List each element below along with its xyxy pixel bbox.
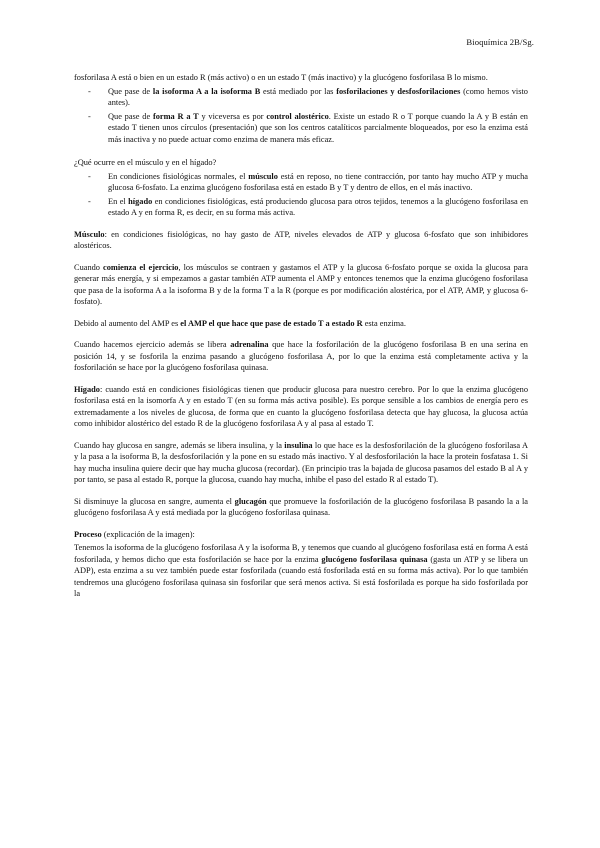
insulin-paragraph: Cuando hay glucosa en sangre, además se libera insulina, y la insulina lo que hace es la desfosforilación de la glucógeno fosforilasa A y la pasa a la isoforma B, la desfosforilación y la pone en su estado más inactivo. Y al desfosforilación la hace la protein fosfatasa 1. Si hay mucha insulina quiere decir que hay mucha glucosa (recordar). (En principio tras la bajada de glucosa pasamos del estado B al A y por tanto, se pasa al estado R, porque la glucosa, cuando hay mucha, inhibe el paso del estado R al estado T).: [74, 440, 528, 484]
question-heading: ¿Qué ocurre en el músculo y en el hígado?: [74, 158, 217, 167]
glucagon-paragraph: Si disminuye la glucosa en sangre, aumenta el glucagón que promueve la fosforilación de la glucógeno fosforilasa B pasando la a la glucógeno fosforilasa A y está mediada por la glucógeno fosforilasa quinasa.: [74, 496, 528, 517]
list-item: - En el hígado en condiciones fisiológicas, está produciendo glucosa para otros tejidos, tenemos a la glucógeno fosforilasa en estado A y en forma R, es decir, en su forma más activa.: [88, 196, 529, 217]
list-item: - Que pase de forma R a T y viceversa es por control alostérico. Existe un estado R o T porque cuando la A y B están en estado T tienen unos círculos (presentación) que son los centros catalíticos parcialmente bloqueados, por eso la enzima está más inactiva y no puede actuar como enzima de manera más eficaz.: [88, 111, 528, 144]
muscle-paragraph: Músculo: en condiciones fisiológicas, no hay gasto de ATP, niveles elevados de ATP y glucosa 6-fosfato que son inhibidores alostéricos.: [74, 229, 528, 250]
intro-paragraph: fosforilasa A está o bien en un estado R (más activo) o en un estado T (más inactivo) y la glucógeno fosforilasa B lo mismo.: [74, 73, 488, 82]
page-header: Bioquímica 2B/Sg.: [466, 37, 534, 47]
liver-paragraph: Hígado: cuando está en condiciones fisiológicas tienen que producir glucosa para nuestro cerebro. Por lo que la enzima glucógeno fosforilasa está en la isomorfa A y en estado T (en su forma más activa posible). Es porque sensible a los cambios de energía pero es extremadamente a los niveles de glucosa, de forma que en cuanto la glucógeno fosforilasa detecta que hay glucosa, la glucosa actúa como inhibidor alostérico del estado R de la glucógeno fosforilasa A y al pasa al estado T.: [74, 384, 528, 428]
list-item: - Que pase de la isoforma A a la isoforma B está mediado por las fosforilaciones y desfosforilaciones (como hemos visto antes).: [88, 86, 528, 107]
isoform-list: [74, 86, 528, 146]
amp-paragraph: Debido al aumento del AMP es el AMP el que hace que pase de estado T a estado R esta enzima.: [74, 318, 406, 328]
process-paragraph: Tenemos la isoforma de la glucógeno fosforilasa A y la isoforma B, y tenemos que cuando al glucógeno fosforilasa está en forma A está fosforilada, y hemos dicho que esta fosforilación se hace por la enzima glucógeno fosforilasa quinasa (gasta un ATP y se libera un ADP), esta enzima a su vez también puede estar fosforilada (cuando está fosforilada está en su forma más activa). Por lo que también tendremos una glucógeno fosforilasa quinasa sin fosforilar que será menos activa. Si está fosforilada es porque ha sido fosforilada por la: [74, 543, 528, 598]
document-body: [74, 72, 528, 610]
exercise-paragraph: Cuando comienza el ejercicio, los músculos se contraen y gastamos el ATP y la glucosa 6-fosfato porque se oxida la glucosa para generar más energía, y si empezamos a gastar también ATP aumenta el AMP y entonces tenemos que la enzima glucógeno fosforilasa que pasa de la isoforma A a la isoforma B y de la forma T a la R (porque es por modificación alostérica, por el ATP, AMP, y glucosa 6-fosfato).: [74, 262, 528, 306]
bullet-dash: -: [88, 111, 91, 121]
process-heading: Proceso (explicación de la imagen):: [74, 529, 195, 539]
adrenaline-paragraph: Cuando hacemos ejercicio además se libera adrenalina que hace la fosforilación de la glucógeno fosforilasa B en una serina en posición 14, y se fosforila la enzima pasando a glucógeno fosforilasa A, por lo que la enzima está completamente activa y la fosforilación se hace por la glucógeno fosforilasa quinasa.: [74, 340, 528, 372]
list-item: - En condiciones fisiológicas normales, el músculo está en reposo, no tiene contracción, por tanto hay mucho ATP y mucha glucosa 6-fosfato. La enzima glucógeno fosforilasa está en estado B y T y dentro de ellos, en el más inactivo.: [88, 171, 528, 192]
bullet-dash: -: [88, 86, 91, 96]
bullet-dash: -: [88, 171, 91, 181]
bullet-dash: -: [88, 196, 91, 206]
tissue-list: [74, 171, 528, 219]
